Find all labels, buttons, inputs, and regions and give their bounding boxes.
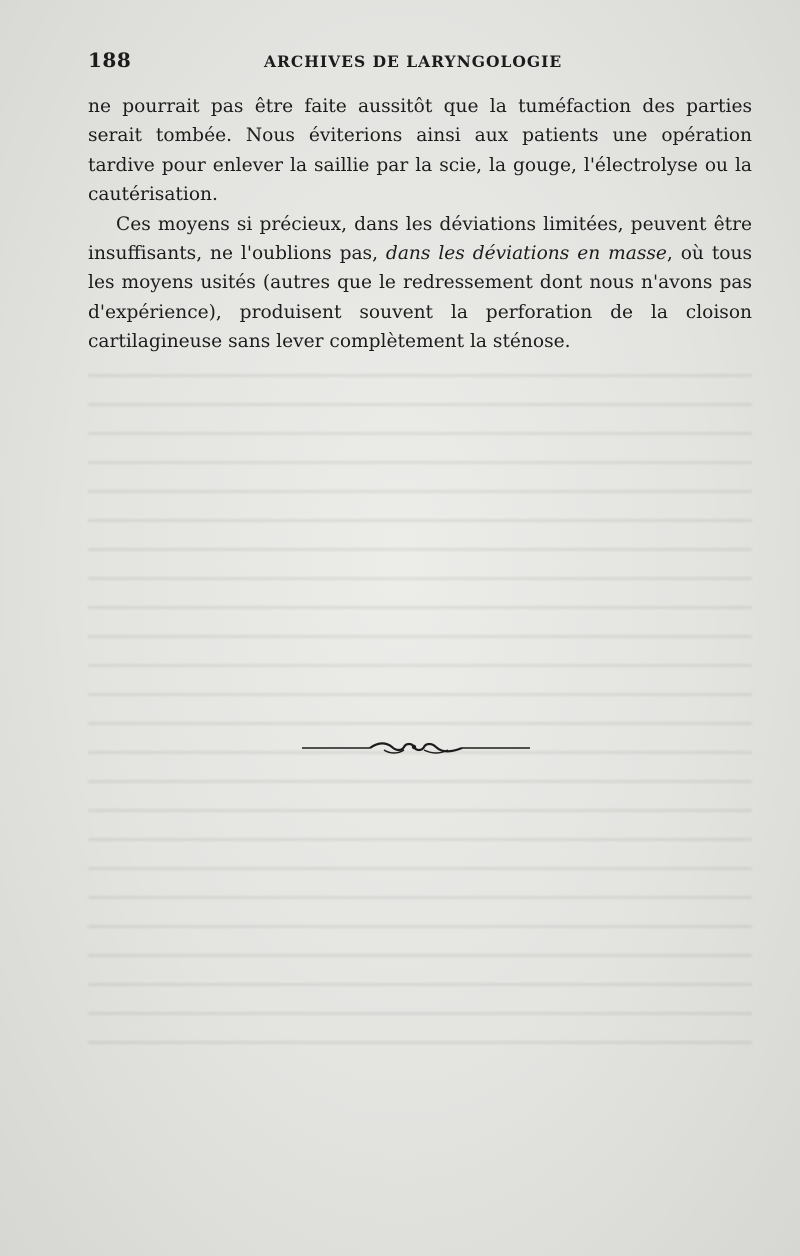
paragraph-1: ne pourrait pas être faite aussitôt que la tuméfaction des parties serait tombée. Nous éviterions ainsi aux patients une opération tardive pour enlever la saillie par la scie, la gouge, l'électrolyse ou la cautérisation. [88, 96, 752, 206]
paragraph-2-text-start: Ces moyens si précieux, dans les déviations limitées, peuvent être insuffisants, ne l'oublions pas, [88, 213, 752, 265]
page-header [88, 48, 764, 76]
paragraph-2-italic-phrase: dans les déviations en masse [385, 243, 667, 265]
paragraph-2 [88, 210, 752, 357]
bleed-through-texture [88, 360, 752, 1060]
page-number: 188 [88, 48, 132, 72]
running-head: ARCHIVES DE LARYNGOLOGIE [264, 52, 563, 71]
ornamental-rule-icon [300, 738, 532, 758]
paragraph-2-text-end: , où tous les moyens usités (autres que le redressement dont nous n'avons pas d'expérience), produisent souvent la perforation de la cloison cartilagineuse sans lever complètement la sténose. [88, 243, 753, 353]
body-text [88, 92, 752, 357]
